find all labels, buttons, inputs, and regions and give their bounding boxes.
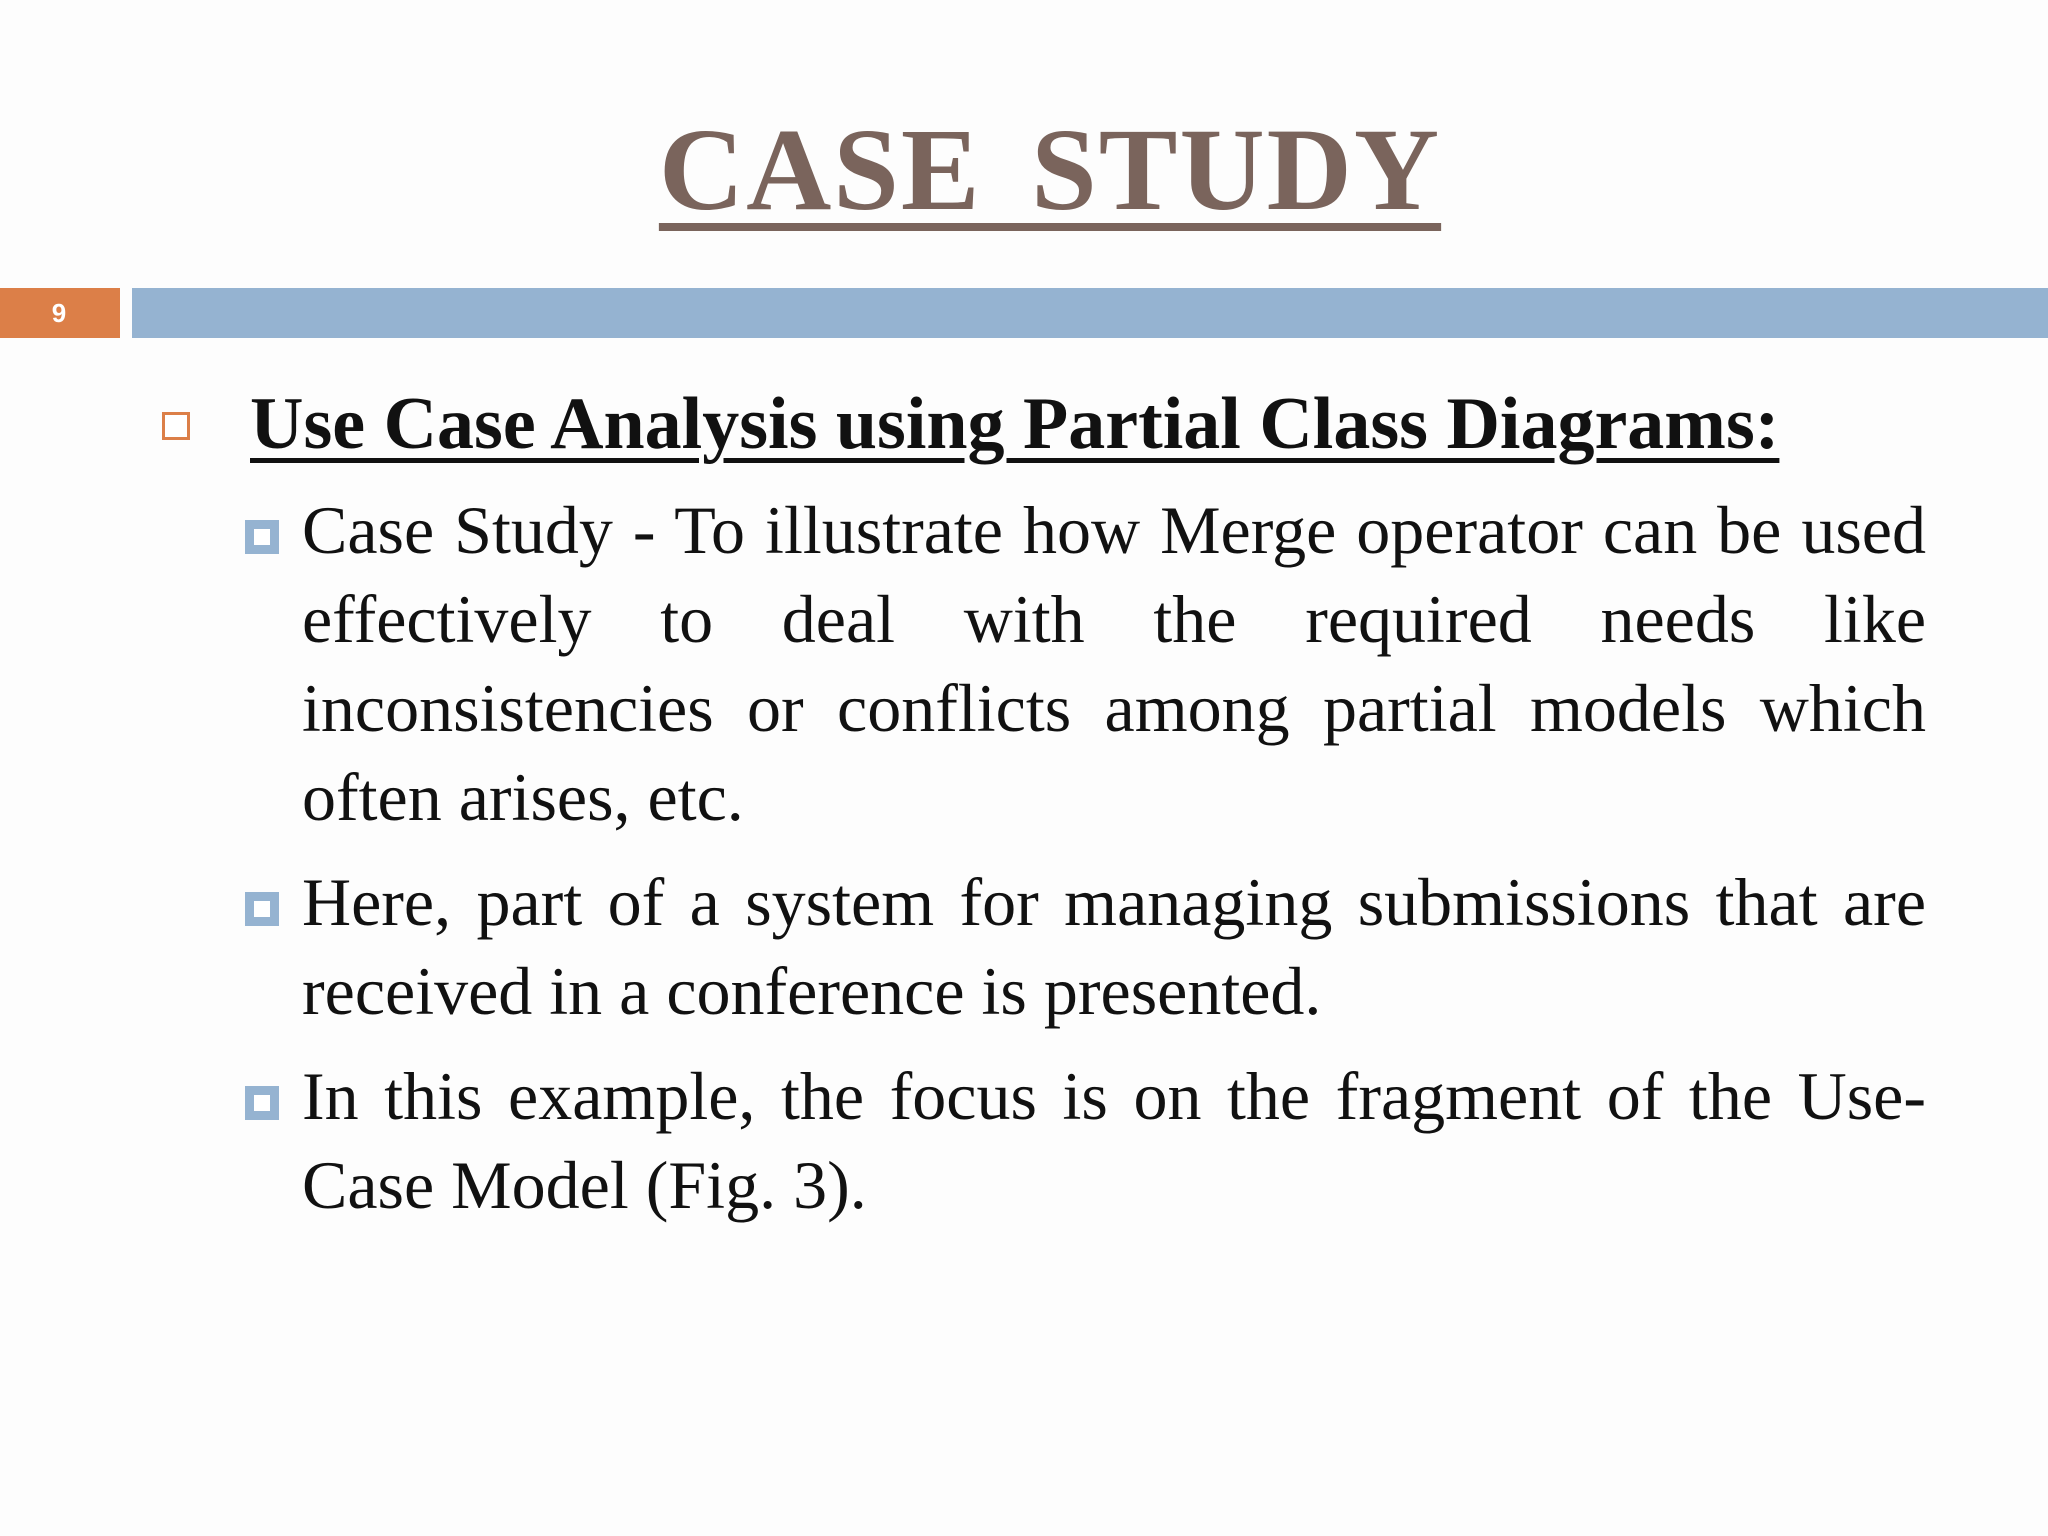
sub-bullet bbox=[245, 858, 1926, 1036]
sub-bullet-text: Case Study - To illustrate how Merge operator can be used effectively to deal with the required needs like inconsistencies or conflicts among partial models which often arises, etc. bbox=[302, 492, 1926, 835]
main-bullet bbox=[160, 372, 1926, 476]
slide-title-text: CASE STUDY bbox=[658, 104, 1442, 235]
slide-content bbox=[160, 372, 1926, 1246]
square-bullet-icon bbox=[245, 520, 279, 554]
sub-bullet-list bbox=[245, 486, 1926, 1230]
sub-bullet bbox=[245, 1052, 1926, 1230]
slide-title bbox=[0, 105, 2048, 235]
hollow-square-bullet-icon bbox=[162, 412, 190, 440]
sub-bullet-text: Here, part of a system for managing submissions that are received in a conference is presented. bbox=[302, 864, 1926, 1029]
square-bullet-icon bbox=[245, 1086, 279, 1120]
slide-number: 9 bbox=[0, 288, 120, 338]
square-bullet-icon bbox=[245, 892, 279, 926]
sub-bullet bbox=[245, 486, 1926, 842]
main-bullet-heading: Use Case Analysis using Partial Class Diagrams: bbox=[250, 383, 1780, 465]
header-bar bbox=[132, 288, 2048, 338]
sub-bullet-text: In this example, the focus is on the fragment of the Use-Case Model (Fig. 3). bbox=[302, 1058, 1926, 1223]
